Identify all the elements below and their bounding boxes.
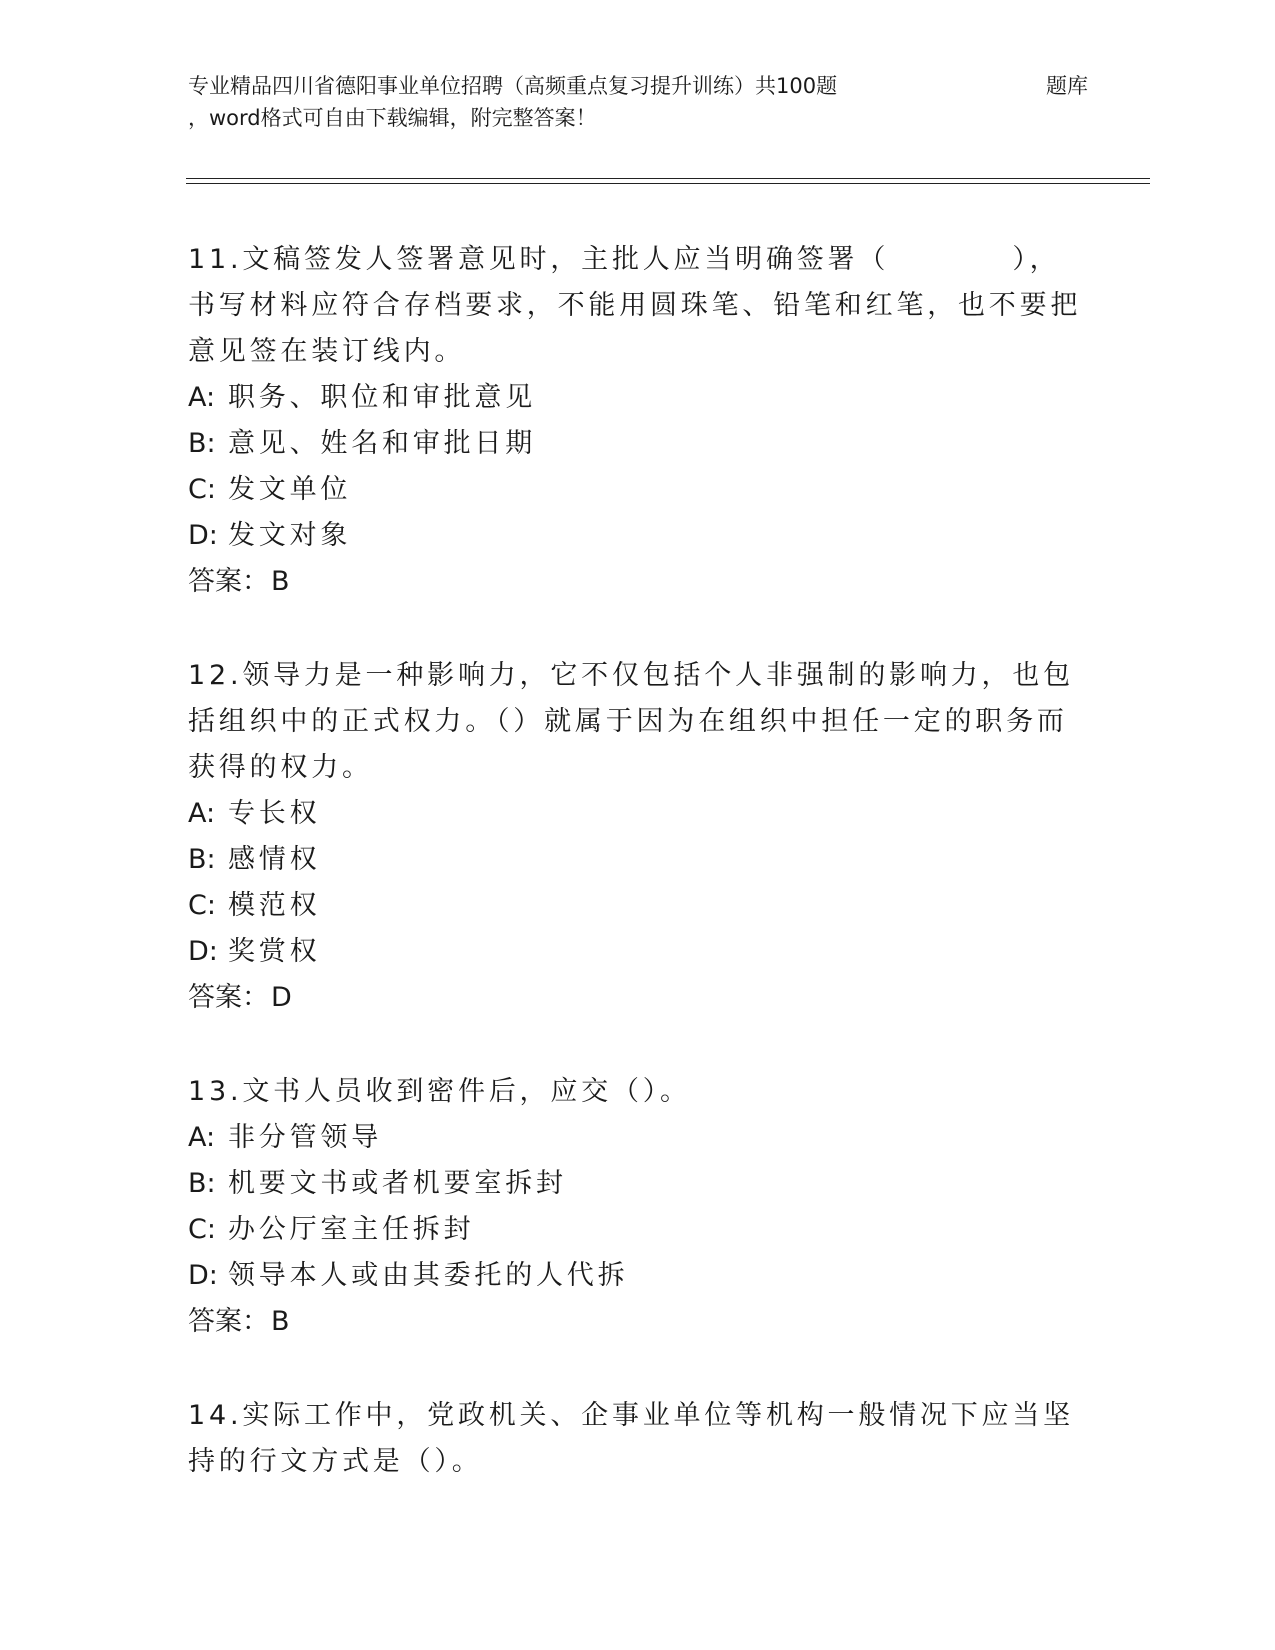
option-text: 职务、职位和审批意见 [228, 382, 536, 413]
option-text: 机要文书或者机要室拆封 [228, 1168, 567, 1199]
option-c [188, 1207, 1088, 1253]
header-tag: 题库 [1046, 74, 1088, 98]
option-key: B: [188, 428, 216, 459]
option-text: 办公厅室主任拆封 [228, 1214, 475, 1245]
option-key: B: [188, 1168, 216, 1199]
option-text: 领导本人或由其委托的人代拆 [228, 1260, 629, 1291]
header-title: 专业精品四川省德阳事业单位招聘（高频重点复习提升训练）共100题 [188, 74, 838, 98]
option-key: D: [188, 520, 218, 551]
option-text: 发文对象 [228, 520, 352, 551]
option-key: A: [188, 382, 216, 413]
question-12 [188, 653, 1088, 1021]
option-key: B: [188, 844, 216, 875]
answer-label: 答案： [188, 982, 269, 1013]
header-title-line [188, 70, 1088, 102]
option-key: C: [188, 474, 216, 505]
question-13 [188, 1069, 1088, 1345]
option-d [188, 929, 1088, 975]
option-c [188, 467, 1088, 513]
answer-label: 答案： [188, 566, 269, 597]
question-list [188, 237, 1088, 1533]
option-text: 感情权 [228, 844, 321, 875]
option-key: C: [188, 890, 216, 921]
answer-line [188, 1299, 1088, 1345]
option-a [188, 375, 1088, 421]
question-stem: 11.文稿签发人签署意见时，主批人应当明确签署（ ），书写材料应符合存档要求，不能用圆珠笔、铅笔和红笔，也不要把意见签在装订线内。 [188, 244, 1082, 367]
option-b [188, 1161, 1088, 1207]
header-subtitle: ，word格式可自由下载编辑，附完整答案！ [188, 106, 597, 130]
answer-line [188, 559, 1088, 605]
option-b [188, 837, 1088, 883]
option-key: D: [188, 1260, 218, 1291]
answer-value: B [271, 566, 290, 597]
answer-line [188, 975, 1088, 1021]
option-d [188, 1253, 1088, 1299]
option-key: C: [188, 1214, 216, 1245]
option-key: A: [188, 1122, 216, 1153]
header-divider-top [186, 178, 1150, 179]
option-text: 非分管领导 [228, 1122, 382, 1153]
option-c [188, 883, 1088, 929]
option-b [188, 421, 1088, 467]
option-a [188, 1115, 1088, 1161]
question-11 [188, 237, 1088, 605]
question-stem: 14.实际工作中，党政机关、企事业单位等机构一般情况下应当坚持的行文方式是（）。 [188, 1400, 1074, 1477]
header-divider-bottom [186, 183, 1150, 184]
question-14 [188, 1393, 1088, 1485]
option-key: D: [188, 936, 218, 967]
question-stem: 12.领导力是一种影响力，它不仅包括个人非强制的影响力，也包括组织中的正式权力。（）就属于因为在组织中担任一定的职务而获得的权力。 [188, 660, 1074, 783]
answer-label: 答案： [188, 1306, 269, 1337]
answer-value: B [271, 1306, 290, 1337]
document-header [188, 70, 1088, 134]
option-text: 发文单位 [228, 474, 352, 505]
option-d [188, 513, 1088, 559]
option-text: 专长权 [228, 798, 321, 829]
option-text: 意见、姓名和审批日期 [228, 428, 536, 459]
answer-value: D [271, 982, 292, 1013]
question-stem: 13.文书人员收到密件后，应交（）。 [188, 1076, 691, 1107]
option-text: 奖赏权 [228, 936, 321, 967]
option-a [188, 791, 1088, 837]
option-key: A: [188, 798, 216, 829]
option-text: 模范权 [228, 890, 321, 921]
